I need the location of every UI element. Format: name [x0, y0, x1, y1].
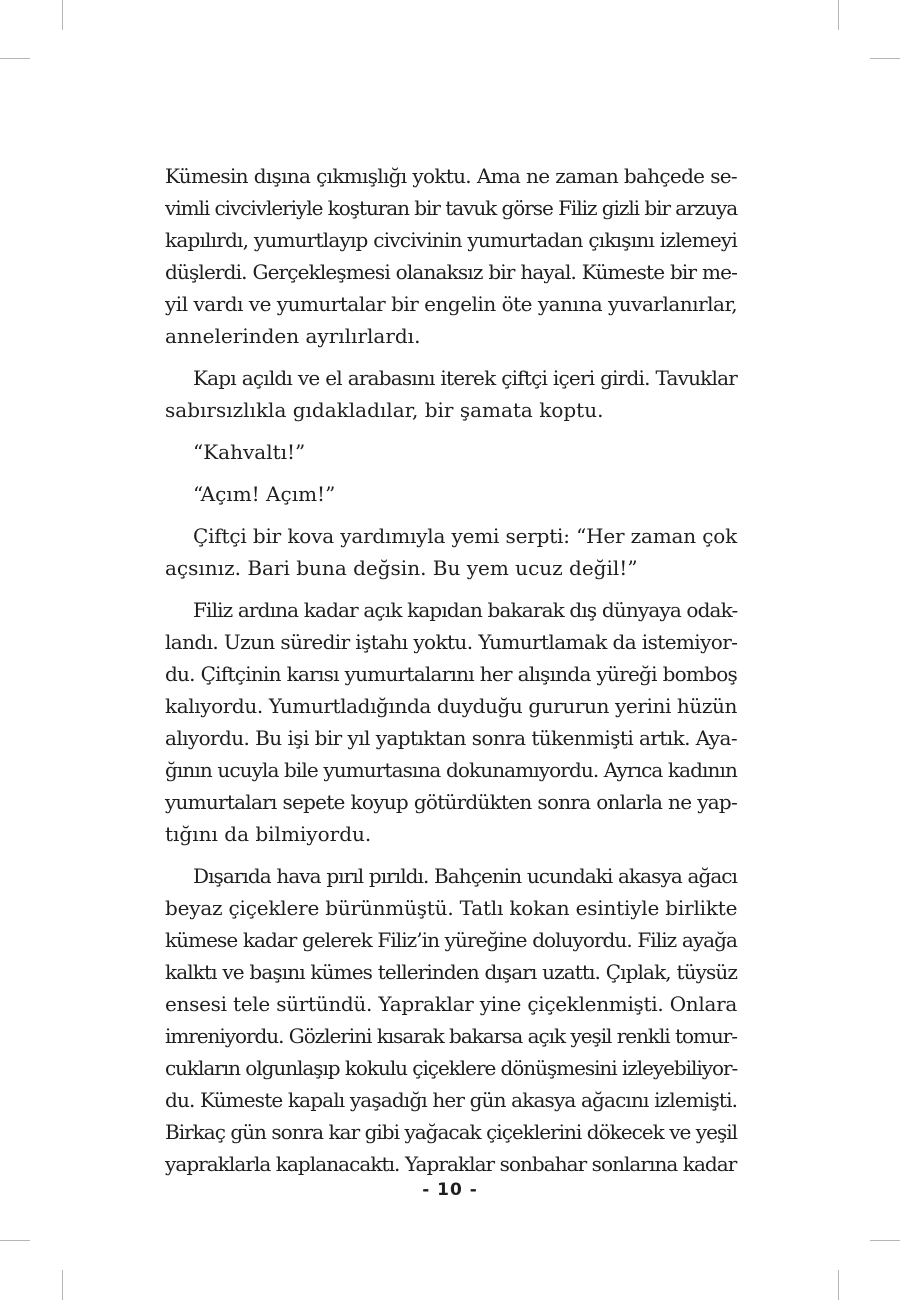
paragraph [165, 160, 737, 352]
text-line: vimli civcivleriyle koşturan bir tavuk görse Filiz gizli bir arzuya [165, 196, 738, 220]
paragraph-gap [165, 468, 737, 478]
text-line: ensesi tele sürtündü. Yapraklar yine çiçeklenmişti. Onlara [165, 992, 737, 1016]
text-line: beyaz çiçeklere bürünmüştü. Tatlı kokan esintiyle birlikte [165, 896, 738, 920]
text-line: yil vardı ve yumurtalar bir engelin öte yanına yuvarlanırlar, [165, 292, 738, 316]
text-line: yapraklarla kaplanacaktı. Yapraklar sonbahar sonlarına kadar [165, 1152, 737, 1176]
text-line: kümese kadar gelerek Filiz’in yüreğine doluyordu. Filiz ayağa [165, 928, 737, 952]
text-line: cukların olgunlaşıp kokulu çiçeklere dönüşmesini izleyebiliyor- [165, 1056, 738, 1080]
text-line: sabırsızlıkla gıdakladılar, bir şamata koptu. [165, 398, 604, 422]
body-text [165, 160, 737, 1180]
paragraph-gap [165, 584, 737, 594]
text-line: kapılırdı, yumurtlayıp civcivinin yumurtadan çıkışını izlemeyi [165, 228, 737, 252]
text-line: du. Kümeste kapalı yaşadığı her gün akasya ağacını izlemişti. [165, 1088, 738, 1112]
text-line: kalıyordu. Yumurtladığında duyduğu gururun yerini hüzün [165, 694, 737, 718]
text-line: Kapı açıldı ve el arabasını iterek çiftçi içeri girdi. Tavuklar [193, 366, 737, 390]
crop-mark-top-right-vertical [838, 0, 839, 30]
text-line: du. Çiftçinin karısı yumurtalarını her alışında yüreği bomboş [165, 662, 737, 686]
text-line: ğının ucuyla bile yumurtasına dokunamıyordu. Ayrıca kadının [165, 758, 737, 782]
crop-mark-top-right-horizontal [870, 58, 900, 59]
paragraph [165, 478, 737, 510]
paragraph-gap [165, 352, 737, 362]
text-line: landı. Uzun süredir iştahı yoktu. Yumurtlamak da istemiyor- [165, 630, 738, 654]
crop-mark-top-left-horizontal [0, 58, 30, 59]
paragraph [165, 436, 737, 468]
text-line: düşlerdi. Gerçekleşmesi olanaksız bir hayal. Kümeste bir me- [165, 260, 737, 284]
text-line: “Kahvaltı!” [193, 440, 306, 464]
crop-mark-top-left-vertical [62, 0, 63, 30]
paragraph [165, 520, 737, 584]
crop-mark-bottom-right-vertical [838, 1270, 839, 1300]
paragraph [165, 860, 737, 1180]
text-line: Kümesin dışına çıkmışlığı yoktu. Ama ne zaman bahçede se- [165, 164, 737, 188]
text-line: tığını da bilmiyordu. [165, 822, 372, 846]
text-line: imreniyordu. Gözlerini kısarak bakarsa açık yeşil renkli tomur- [165, 1024, 737, 1048]
crop-mark-bottom-right-horizontal [870, 1240, 900, 1241]
paragraph-gap [165, 510, 737, 520]
page-number: - 10 - [422, 1180, 478, 1200]
text-line: “Açım! Açım!” [193, 482, 336, 506]
text-line: alıyordu. Bu işi bir yıl yaptıktan sonra tükenmişti artık. Aya- [165, 726, 737, 750]
text-line: Filiz ardına kadar açık kapıdan bakarak dış dünyaya odak- [193, 598, 738, 622]
paragraph-gap [165, 426, 737, 436]
text-line: kalktı ve başını kümes tellerinden dışarı uzattı. Çıplak, tüysüz [165, 960, 737, 984]
text-line: Çiftçi bir kova yardımıyla yemi serpti: “Her zaman çok [193, 524, 737, 548]
crop-mark-bottom-left-vertical [62, 1270, 63, 1300]
paragraph-gap [165, 850, 737, 860]
text-line: yumurtaları sepete koyup götürdükten sonra onlarla ne yap- [165, 790, 737, 814]
text-line: Birkaç gün sonra kar gibi yağacak çiçeklerini dökecek ve yeşil [165, 1120, 737, 1144]
paragraph [165, 362, 737, 426]
paragraph [165, 594, 737, 850]
crop-mark-bottom-left-horizontal [0, 1240, 30, 1241]
text-line: annelerinden ayrılırlardı. [165, 324, 421, 348]
text-line: Dışarıda hava pırıl pırıldı. Bahçenin ucundaki akasya ağacı [193, 864, 737, 888]
text-line: açsınız. Bari buna değsin. Bu yem ucuz değil!” [165, 556, 638, 580]
